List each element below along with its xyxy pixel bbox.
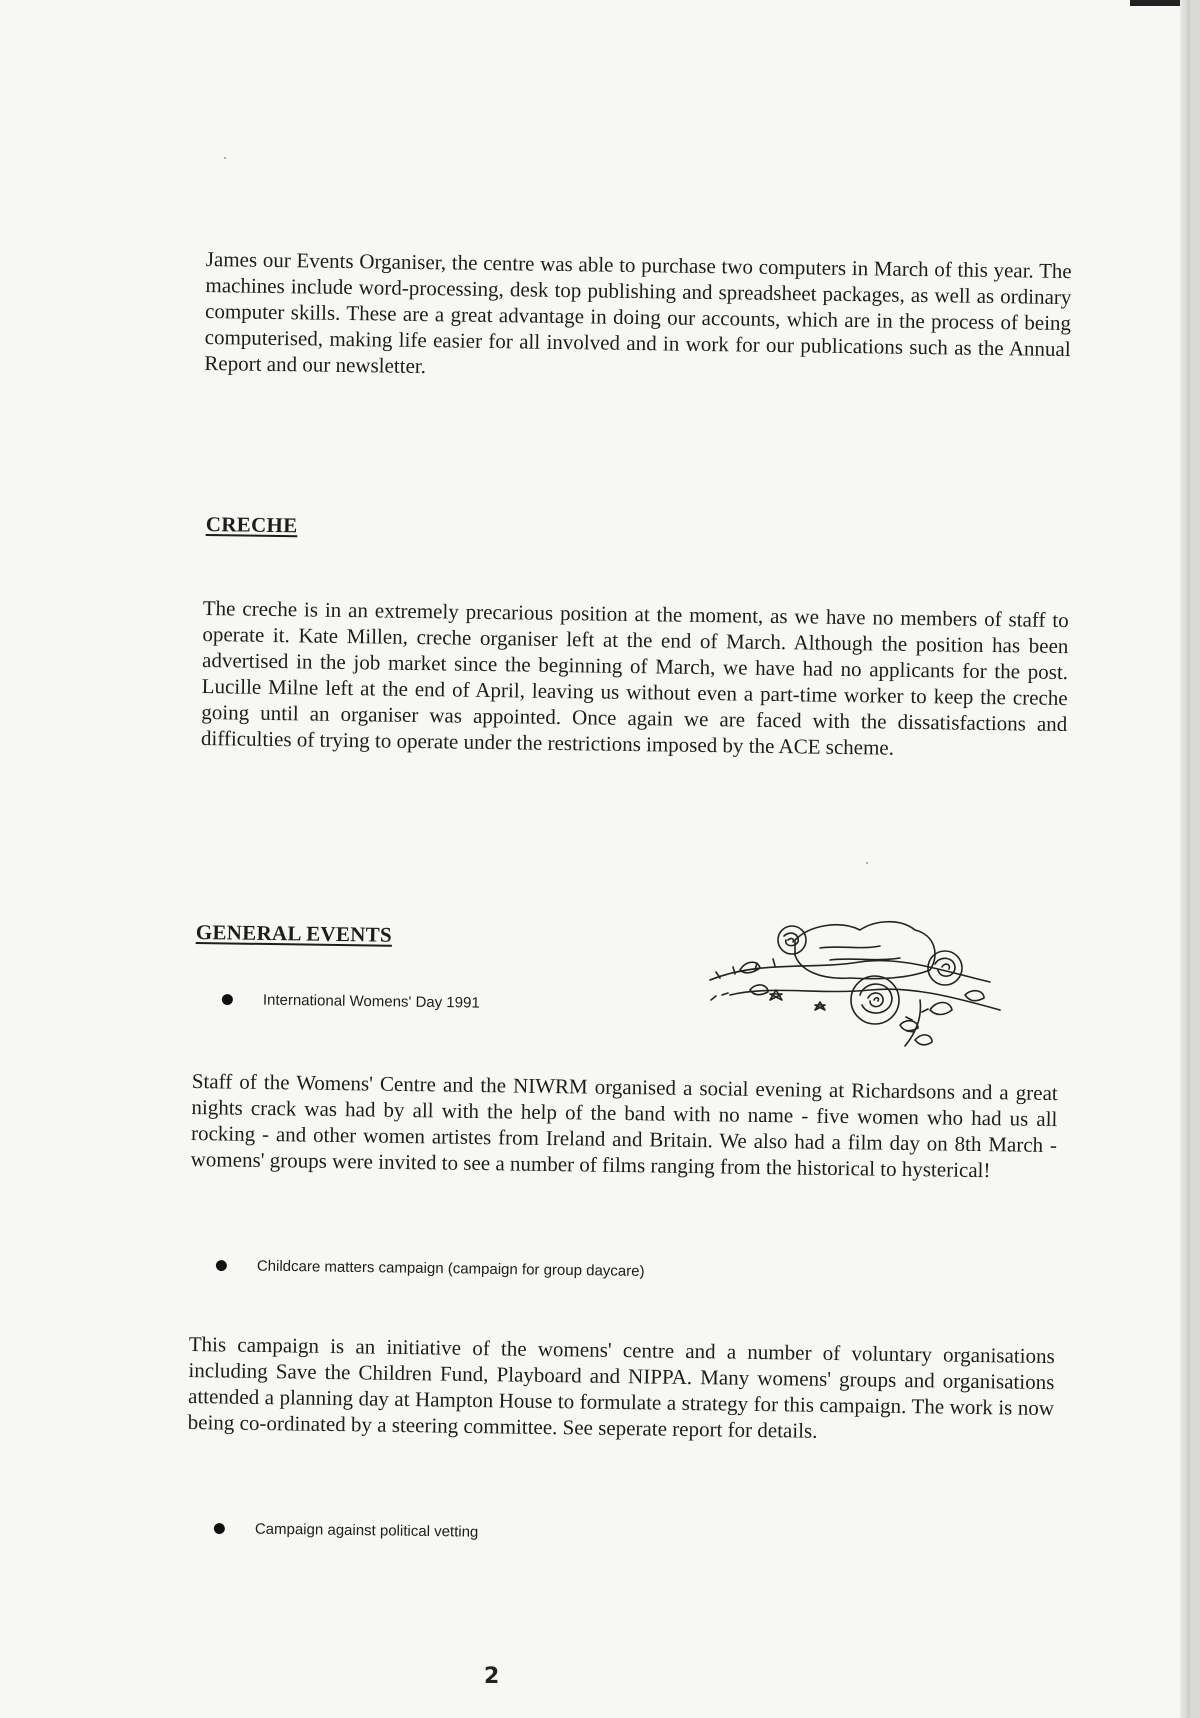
bullet-title: International Womens' Day 1991 [262,991,480,1012]
scan-speck [866,862,868,864]
childcare-campaign-paragraph: This campaign is an initiative of the womens' centre and a number of voluntary organisations including Save the Children Fund, Playboard and NIPPA. Many womens' groups and organisations attended a planning day at Hampton House to formulate a strategy for this campaign. The work is now being co-ordinated by a steering committee. See seperate report for details. [187,1331,1055,1443]
bullet-international-womens-day [222,991,480,1012]
intro-paragraph: James our Events Organiser, the centre was able to purchase two computers in March of this year. The machines include word-processing, desk top publishing and spreadsheet packages, as well as ordinary computer skills. These are a great advantage in doing our accounts, which are in the process of being computerised, making life easier for all involved and in work for our publications such as the Annual Report and our newsletter. [204,246,1072,379]
scan-speck [224,157,226,159]
bullet-icon [222,994,233,1005]
international-womens-day-paragraph: Staff of the Womens' Centre and the NIWRM organised a social evening at Richardsons and a great nights crack was had by all with the help of the band with no name - five women who had us all rocking - and other women artistes from Ireland and Britain. We also had a film day on 8th March - womens' groups were invited to see a number of films ranging from the historical to hysterical! [190,1068,1058,1183]
page-number: 2 [484,1664,500,1689]
bullet-childcare-campaign [216,1257,645,1280]
creche-heading: CRECHE [205,512,298,538]
bullet-title: Childcare matters campaign (campaign for group daycare) [256,1257,645,1280]
creche-paragraph: The creche is in an extremely precarious position at the moment, as we have no members of staff to operate it. Kate Millen, creche organiser left at the end of March. Although the position has been advertised in the job market since the beginning of March, we have had no applicants for the post. Lucille Milne left at the end of April, leaving us without even a part-time worker to keep the creche going until an organiser was appointed. Once again we are faced with the dissatisfactions and difficulties of trying to operate under the restrictions imposed by the ACE scheme. [200,595,1069,760]
bullet-icon [216,1260,227,1271]
page-edge-shadow [1180,0,1190,1718]
bullet-title: Campaign against political vetting [254,1520,479,1541]
general-events-heading: GENERAL EVENTS [195,920,393,947]
flowers-illustration-icon [700,900,1010,1050]
bullet-icon [214,1523,225,1534]
bullet-political-vetting [214,1520,479,1541]
